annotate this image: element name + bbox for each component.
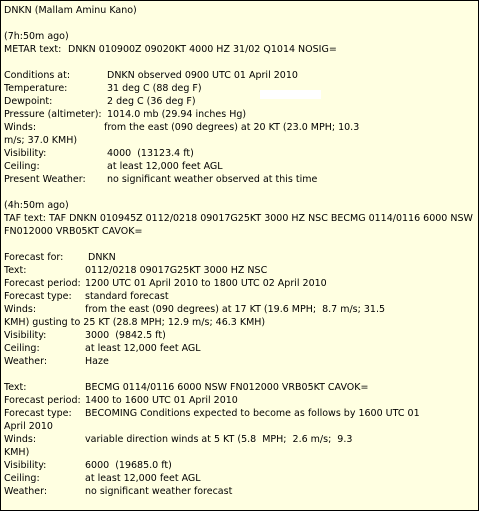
metar-winds-value-cont: m/s; 37.0 KMH) (4, 135, 78, 146)
forecast1-winds-label: Winds: (4, 304, 37, 315)
metar-raw-text: DNKN 010900Z 09020KT 4000 HZ 31/02 Q1014 NOSIG= (68, 44, 337, 55)
metar-conditions-value: DNKN observed 0900 UTC 01 April 2010 (107, 70, 298, 81)
forecast1-visibility-label: Visibility: (4, 330, 47, 341)
forecast1-weather-label: Weather: (4, 356, 48, 367)
forecast2-period-value: 1400 to 1600 UTC 01 April 2010 (85, 395, 238, 406)
metar-temperature-label: Temperature: (4, 83, 68, 94)
forecast2-ceiling-value: at least 12,000 feet AGL (85, 473, 201, 484)
metar-conditions-label: Conditions at: (4, 70, 71, 81)
forecast2-visibility-value: 6000 (19685.0 ft) (85, 460, 172, 471)
metar-weather-label: Present Weather: (4, 174, 86, 185)
metar-winds-value: from the east (090 degrees) at 20 KT (23.0 MPH; 10.3 (104, 122, 360, 133)
forecast2-winds-value-cont: KMH) (4, 447, 30, 458)
forecast1-ceiling-label: Ceiling: (4, 343, 40, 354)
forecast1-winds-value: from the east (090 degrees) at 17 KT (19.6 MPH; 8.7 m/s; 31.5 (85, 304, 386, 315)
forecast1-period-label: Forecast period: (4, 278, 81, 289)
taf-forecast-for-label: Forecast for: (4, 252, 64, 263)
forecast1-type-label: Forecast type: (4, 291, 72, 302)
forecast1-visibility-value: 3000 (9842.5 ft) (85, 330, 166, 341)
metar-visibility-label: Visibility: (4, 148, 47, 159)
blank-highlight (260, 90, 321, 99)
forecast2-weather-value: no significant weather forecast (85, 486, 233, 497)
metar-weather-value: no significant weather observed at this time (107, 174, 318, 185)
forecast1-text-label: Text: (4, 265, 27, 276)
taf-raw-text: TAF text: TAF DNKN 010945Z 0112/0218 09017G25KT 3000 HZ NSC BECMG 0114/0116 6000 NSW (4, 213, 473, 224)
forecast1-text-value: 0112/0218 09017G25KT 3000 HZ NSC (85, 265, 268, 276)
taf-forecast-for-value: DNKN (88, 252, 116, 263)
metar-dewpoint-value: 2 deg C (36 deg F) (107, 96, 196, 107)
forecast2-text-label: Text: (4, 382, 27, 393)
metar-visibility-value: 4000 (13123.4 ft) (107, 148, 194, 159)
taf-age: (4h:50m ago) (4, 200, 69, 211)
forecast1-ceiling-value: at least 12,000 feet AGL (85, 343, 201, 354)
metar-dewpoint-label: Dewpoint: (4, 96, 53, 107)
station-title: DNKN (Mallam Aminu Kano) (4, 5, 137, 16)
metar-ceiling-label: Ceiling: (4, 161, 40, 172)
forecast1-winds-value-cont: KMH) gusting to 25 KT (28.8 MPH; 12.9 m/s; 46.3 KMH) (4, 317, 266, 328)
forecast2-type-value-cont: April 2010 (4, 421, 53, 432)
metar-pressure-value: 1014.0 mb (29.94 inches Hg) (107, 109, 247, 120)
metar-winds-label: Winds: (4, 122, 37, 133)
forecast2-visibility-label: Visibility: (4, 460, 47, 471)
forecast2-ceiling-label: Ceiling: (4, 473, 40, 484)
forecast2-winds-label: Winds: (4, 434, 37, 445)
forecast2-winds-value: variable direction winds at 5 KT (5.8 MPH; 2.6 m/s; 9.3 (85, 434, 353, 445)
forecast2-text-value: BECMG 0114/0116 6000 NSW FN012000 VRB05KT CAVOK= (85, 382, 369, 393)
metar-age: (7h:50m ago) (4, 31, 69, 42)
taf-raw-text-cont: FN012000 VRB05KT CAVOK= (4, 226, 143, 237)
forecast1-weather-value: Haze (85, 356, 109, 367)
forecast2-type-label: Forecast type: (4, 408, 72, 419)
forecast2-type-value: BECOMING Conditions expected to become as follows by 1600 UTC 01 (85, 408, 420, 419)
forecast2-period-label: Forecast period: (4, 395, 81, 406)
forecast1-period-value: 1200 UTC 01 April 2010 to 1800 UTC 02 April 2010 (85, 278, 327, 289)
metar-temperature-value: 31 deg C (88 deg F) (107, 83, 202, 94)
metar-raw-label: METAR text: (4, 44, 62, 55)
forecast2-weather-label: Weather: (4, 486, 48, 497)
metar-pressure-label: Pressure (altimeter): (4, 109, 102, 120)
metar-ceiling-value: at least 12,000 feet AGL (107, 161, 223, 172)
forecast1-type-value: standard forecast (85, 291, 169, 302)
